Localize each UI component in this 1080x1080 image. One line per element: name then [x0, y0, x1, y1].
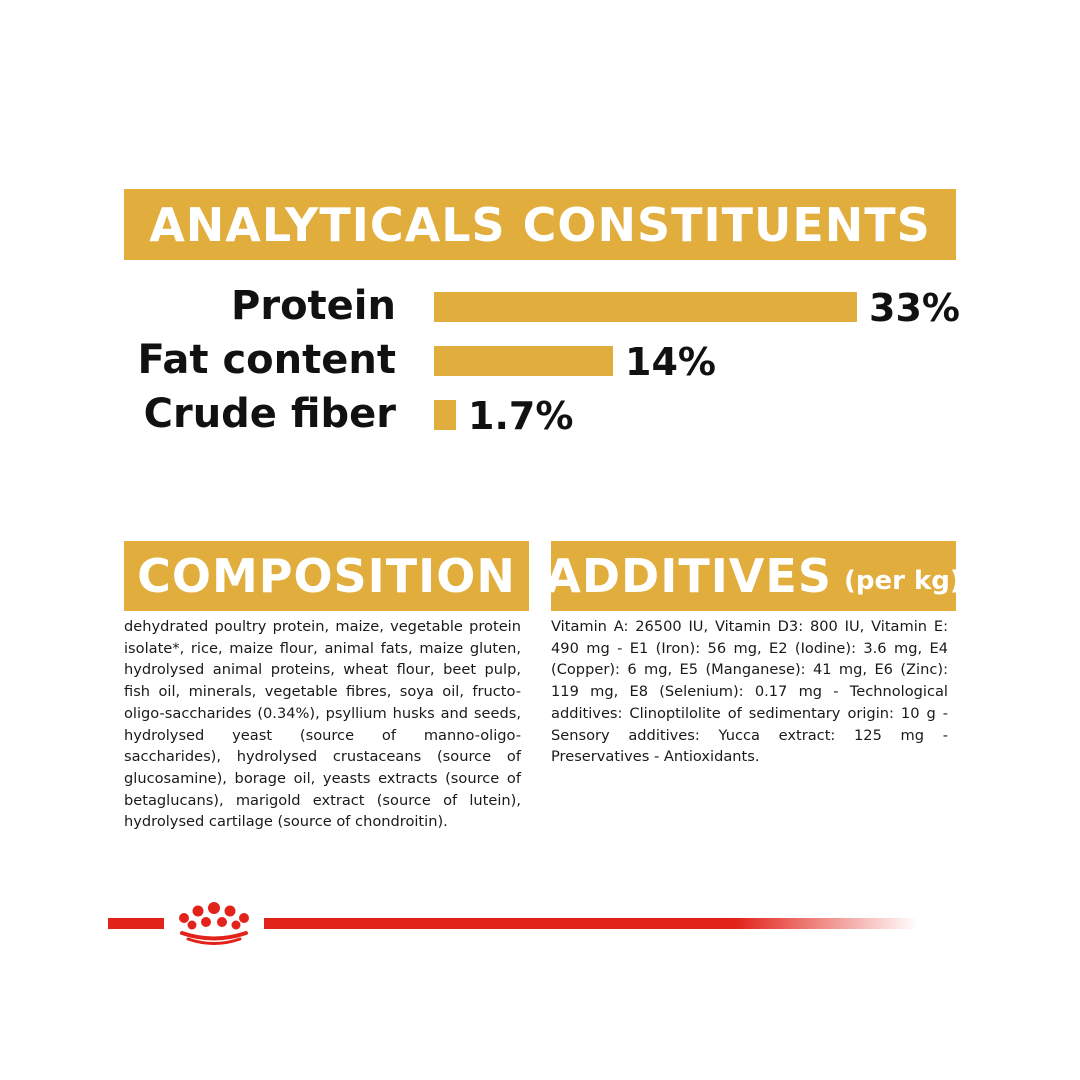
additives-subtitle: (per kg)	[843, 566, 962, 596]
red-line-left	[108, 918, 164, 929]
nutrient-bar	[434, 400, 456, 430]
nutrient-bar	[434, 346, 613, 376]
composition-title: COMPOSITION	[137, 549, 516, 603]
brand-footer	[108, 906, 918, 946]
red-line-right	[264, 918, 918, 929]
additives-banner	[545, 541, 962, 611]
additives-title: ADDITIVES	[545, 549, 832, 603]
composition-banner	[124, 541, 529, 611]
crown-logo-icon	[170, 900, 258, 948]
nutrient-value: 1.7%	[468, 394, 574, 438]
nutrient-label: Protein	[231, 283, 396, 329]
analyticals-title: ANALYTICALS CONSTITUENTS	[149, 197, 931, 252]
analyticals-banner	[124, 189, 956, 260]
nutrient-bar	[434, 292, 857, 322]
nutrient-label: Crude fiber	[143, 391, 396, 437]
composition-text: dehydrated poultry protein, maize, vegetable protein isolate*, rice, maize flour, animal fats, maize gluten, hydrolysed animal proteins, wheat flour, beet pulp, fish oil, minerals, vegetable fibres, soya oil, fructo-oligo-saccharides (0.34%), psyllium husks and seeds, hydrolysed yeast (source of manno-oligo-saccharides), hydrolysed crustaceans (source of glucosamine), borage oil, yeasts extracts (source of betaglucans), marigold extract (source of lutein), hydrolysed cartilage (source of chondroitin).	[124, 618, 521, 831]
additives-text: Vitamin A: 26500 IU, Vitamin D3: 800 IU, Vitamin E: 490 mg - E1 (Iron): 56 mg, E2 (Iodine): 3.6 mg, E4 (Copper): 6 mg, E5 (Manganese): 41 mg, E6 (Zinc): 119 mg, E8 (Selenium): 0.17 mg - Technological additives: Clinoptilolite of sedimentary origin: 10 g - Sensory additives: Yucca extract: 125 mg - Preservatives - Antioxidants.	[551, 618, 948, 766]
nutrient-value: 33%	[869, 286, 960, 330]
nutrient-value: 14%	[625, 340, 716, 384]
nutrient-label: Fat content	[137, 337, 396, 383]
